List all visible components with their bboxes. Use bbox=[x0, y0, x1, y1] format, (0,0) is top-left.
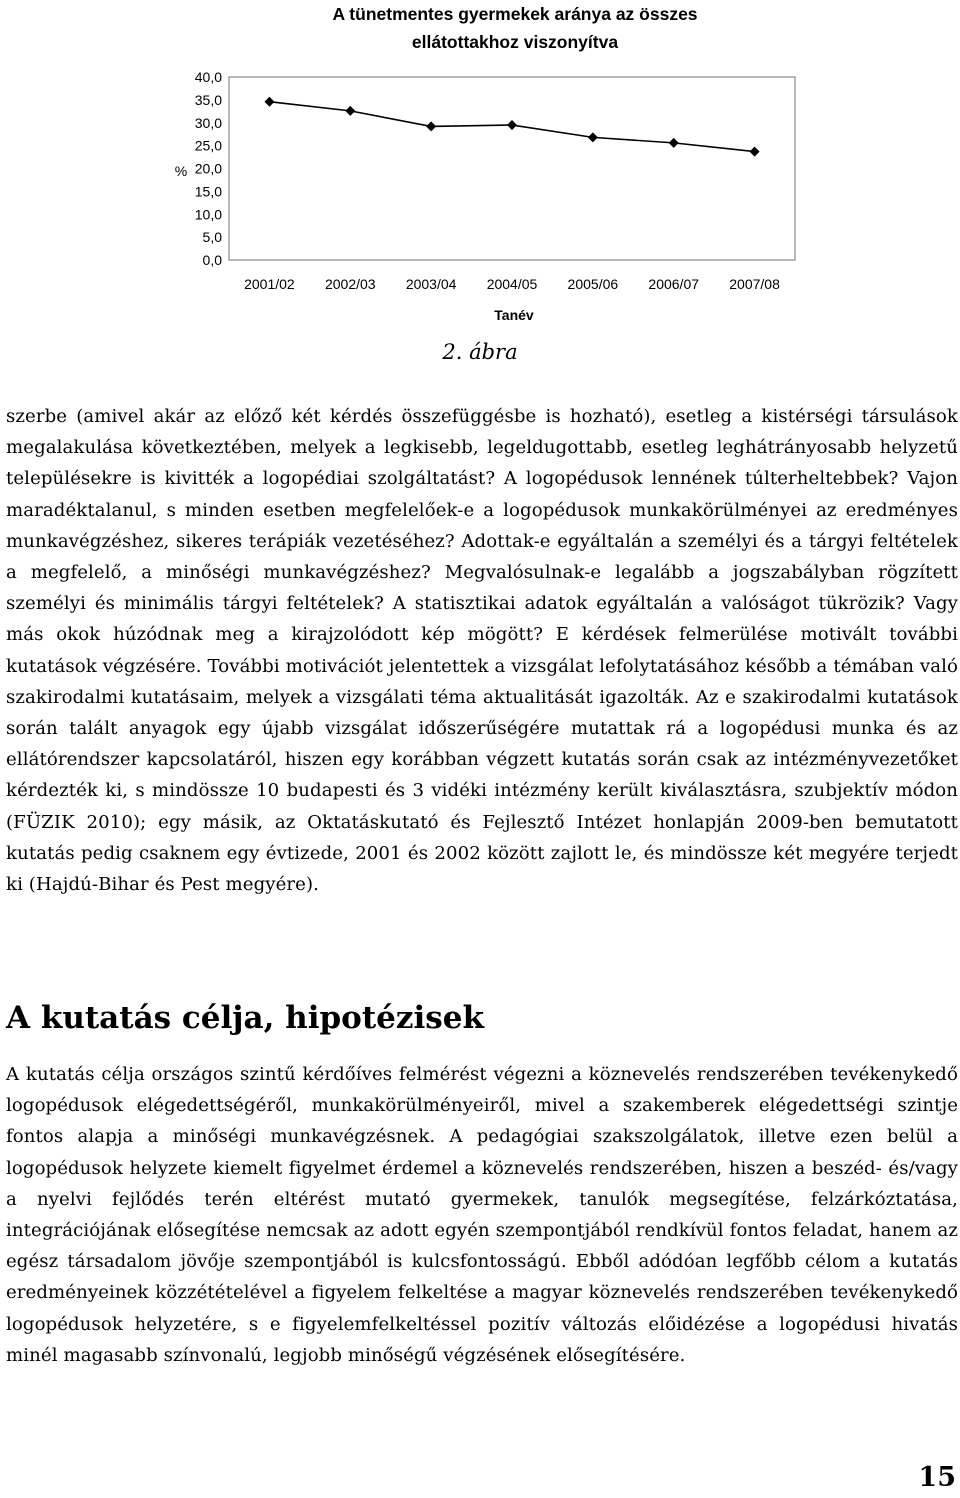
data-point-marker bbox=[588, 132, 598, 142]
section-heading: A kutatás célja, hipotézisek bbox=[6, 1000, 484, 1036]
y-tick-label: 10,0 bbox=[194, 206, 222, 223]
data-point-marker bbox=[750, 147, 760, 157]
x-tick-label: 2005/06 bbox=[567, 276, 619, 292]
y-tick-label: 0,0 bbox=[202, 252, 222, 268]
y-axis-label: % bbox=[174, 163, 188, 179]
y-tick-label: 20,0 bbox=[194, 160, 222, 177]
figure-caption: 2. ábra bbox=[442, 340, 518, 364]
chart-title-line-1: A tünetmentes gyermekek aránya az összes bbox=[332, 4, 698, 24]
x-tick-label: 2001/02 bbox=[244, 276, 295, 292]
data-point-marker bbox=[669, 138, 679, 148]
line-chart bbox=[0, 0, 960, 340]
y-tick-label: 40,0 bbox=[194, 69, 222, 85]
paragraph-1: szerbe (amivel akár az előző két kérdés összefüggésbe is hozható), esetleg a kistérségi társulások megalakulása következtében, melyek a legkisebb, legeldugottabb, esetleg leghátrányosabb helyzetű településekre is kivitték a logopédiai szolgáltatást? A logopédusok lennének túlterheltebbek? Vajon maradéktalanul, s minden esetben megfelelőek-e a logopédusok munkakörülményei az eredményes munkavégzéshez, sikeres terápiák vezetéséhez? Adottak-e egyáltalán a személyi és a tárgyi feltételek a megfelelő, a minőségi munkavégzéshez? Megvalósulnak-e legalább a jogszabályban rögzített személyi és minimális tárgyi feltételek? A statisztikai adatok egyáltalán a valóságot tükrözik? Vagy más okok húzódnak meg a kirajzolódott kép mögött? E kérdések felmerülése motivált további kutatások végzésére. További motivációt jelentettek a vizsgálat lefolytatásához később a témában való szakirodalmi kutatásaim, melyek a vizsgálati téma aktualitását igazolták. Az e szakirodalmi kutatások során talált anyagok egy újabb vizsgálat időszerűségére mutattak rá a logopédusi munka és az ellátórendszer kapcsolatáról, hiszen egy korábban végzett kutatás során csak az intézményvezetőket kérdezték ki, s mindössze 10 budapesti és 3 vidéki intézmény került kiválasztásra, szubjektív módon (FÜZIK 2010); egy másik, az Oktatáskutató és Fejlesztő Intézet honlapján 2009-ben bemutatott kutatás pedig csaknem egy évtizede, 2001 és 2002 között zajlott le, és mindössze két megyére terjedt ki (Hajdú-Bihar és Pest megyére). bbox=[6, 406, 958, 896]
x-tick-label: 2004/05 bbox=[486, 276, 538, 292]
x-axis-label: Tanév bbox=[494, 307, 534, 323]
page-number: 15 bbox=[918, 1462, 956, 1493]
y-tick-label: 25,0 bbox=[194, 137, 222, 154]
data-point-marker bbox=[345, 106, 355, 116]
y-tick-label: 5,0 bbox=[202, 229, 222, 246]
y-tick-label: 30,0 bbox=[194, 114, 222, 131]
figure-chart bbox=[0, 0, 960, 340]
paragraph-2: A kutatás célja országos szintű kérdőíves felmérést végezni a köznevelés rendszerében tevékenykedő logopédusok elégedettségéről, munkakörülményeiről, mivel a szakemberek elégedettségi szintje fontos alapja a minőségi munkavégzésnek. A pedagógiai szakszolgálatok, illetve ezen belül a logopédusok helyzete kiemelt figyelmet érdemel a köznevelés rendszerében, hiszen a beszéd- és/vagy a nyelvi fejlődés terén eltérést mutató gyermekek, tanulók megsegítése, felzárkóztatása, integrációjának elősegítése nemcsak az adott egyén szempontjából rendkívül fontos feladat, hanem az egész társadalom jövője szempontjából is kulcsfontosságú. Ebből adódóan legfőbb célom a kutatás eredményeinek közzétételével a figyelem felkeltése a magyar köznevelés rendszerében tevékenykedő logopédusok helyzetére, s e figyelemfelkeltéssel pozitív változás előidézése a logopédusi hivatás minél magasabb színvonalú, legjobb minőségű végzésének elősegítésére. bbox=[6, 1064, 958, 1366]
y-tick-label: 35,0 bbox=[194, 91, 222, 108]
data-point-marker bbox=[264, 97, 274, 107]
data-point-marker bbox=[507, 120, 517, 130]
x-tick-label: 2006/07 bbox=[648, 276, 700, 292]
x-tick-label: 2007/08 bbox=[729, 276, 780, 292]
data-point-marker bbox=[426, 121, 436, 131]
chart-title-line-2: ellátottakhoz viszonyítva bbox=[411, 32, 619, 52]
y-tick-label: 15,0 bbox=[194, 183, 222, 200]
x-tick-label: 2003/04 bbox=[405, 276, 457, 292]
x-tick-label: 2002/03 bbox=[324, 276, 376, 292]
plot-area bbox=[229, 77, 795, 260]
